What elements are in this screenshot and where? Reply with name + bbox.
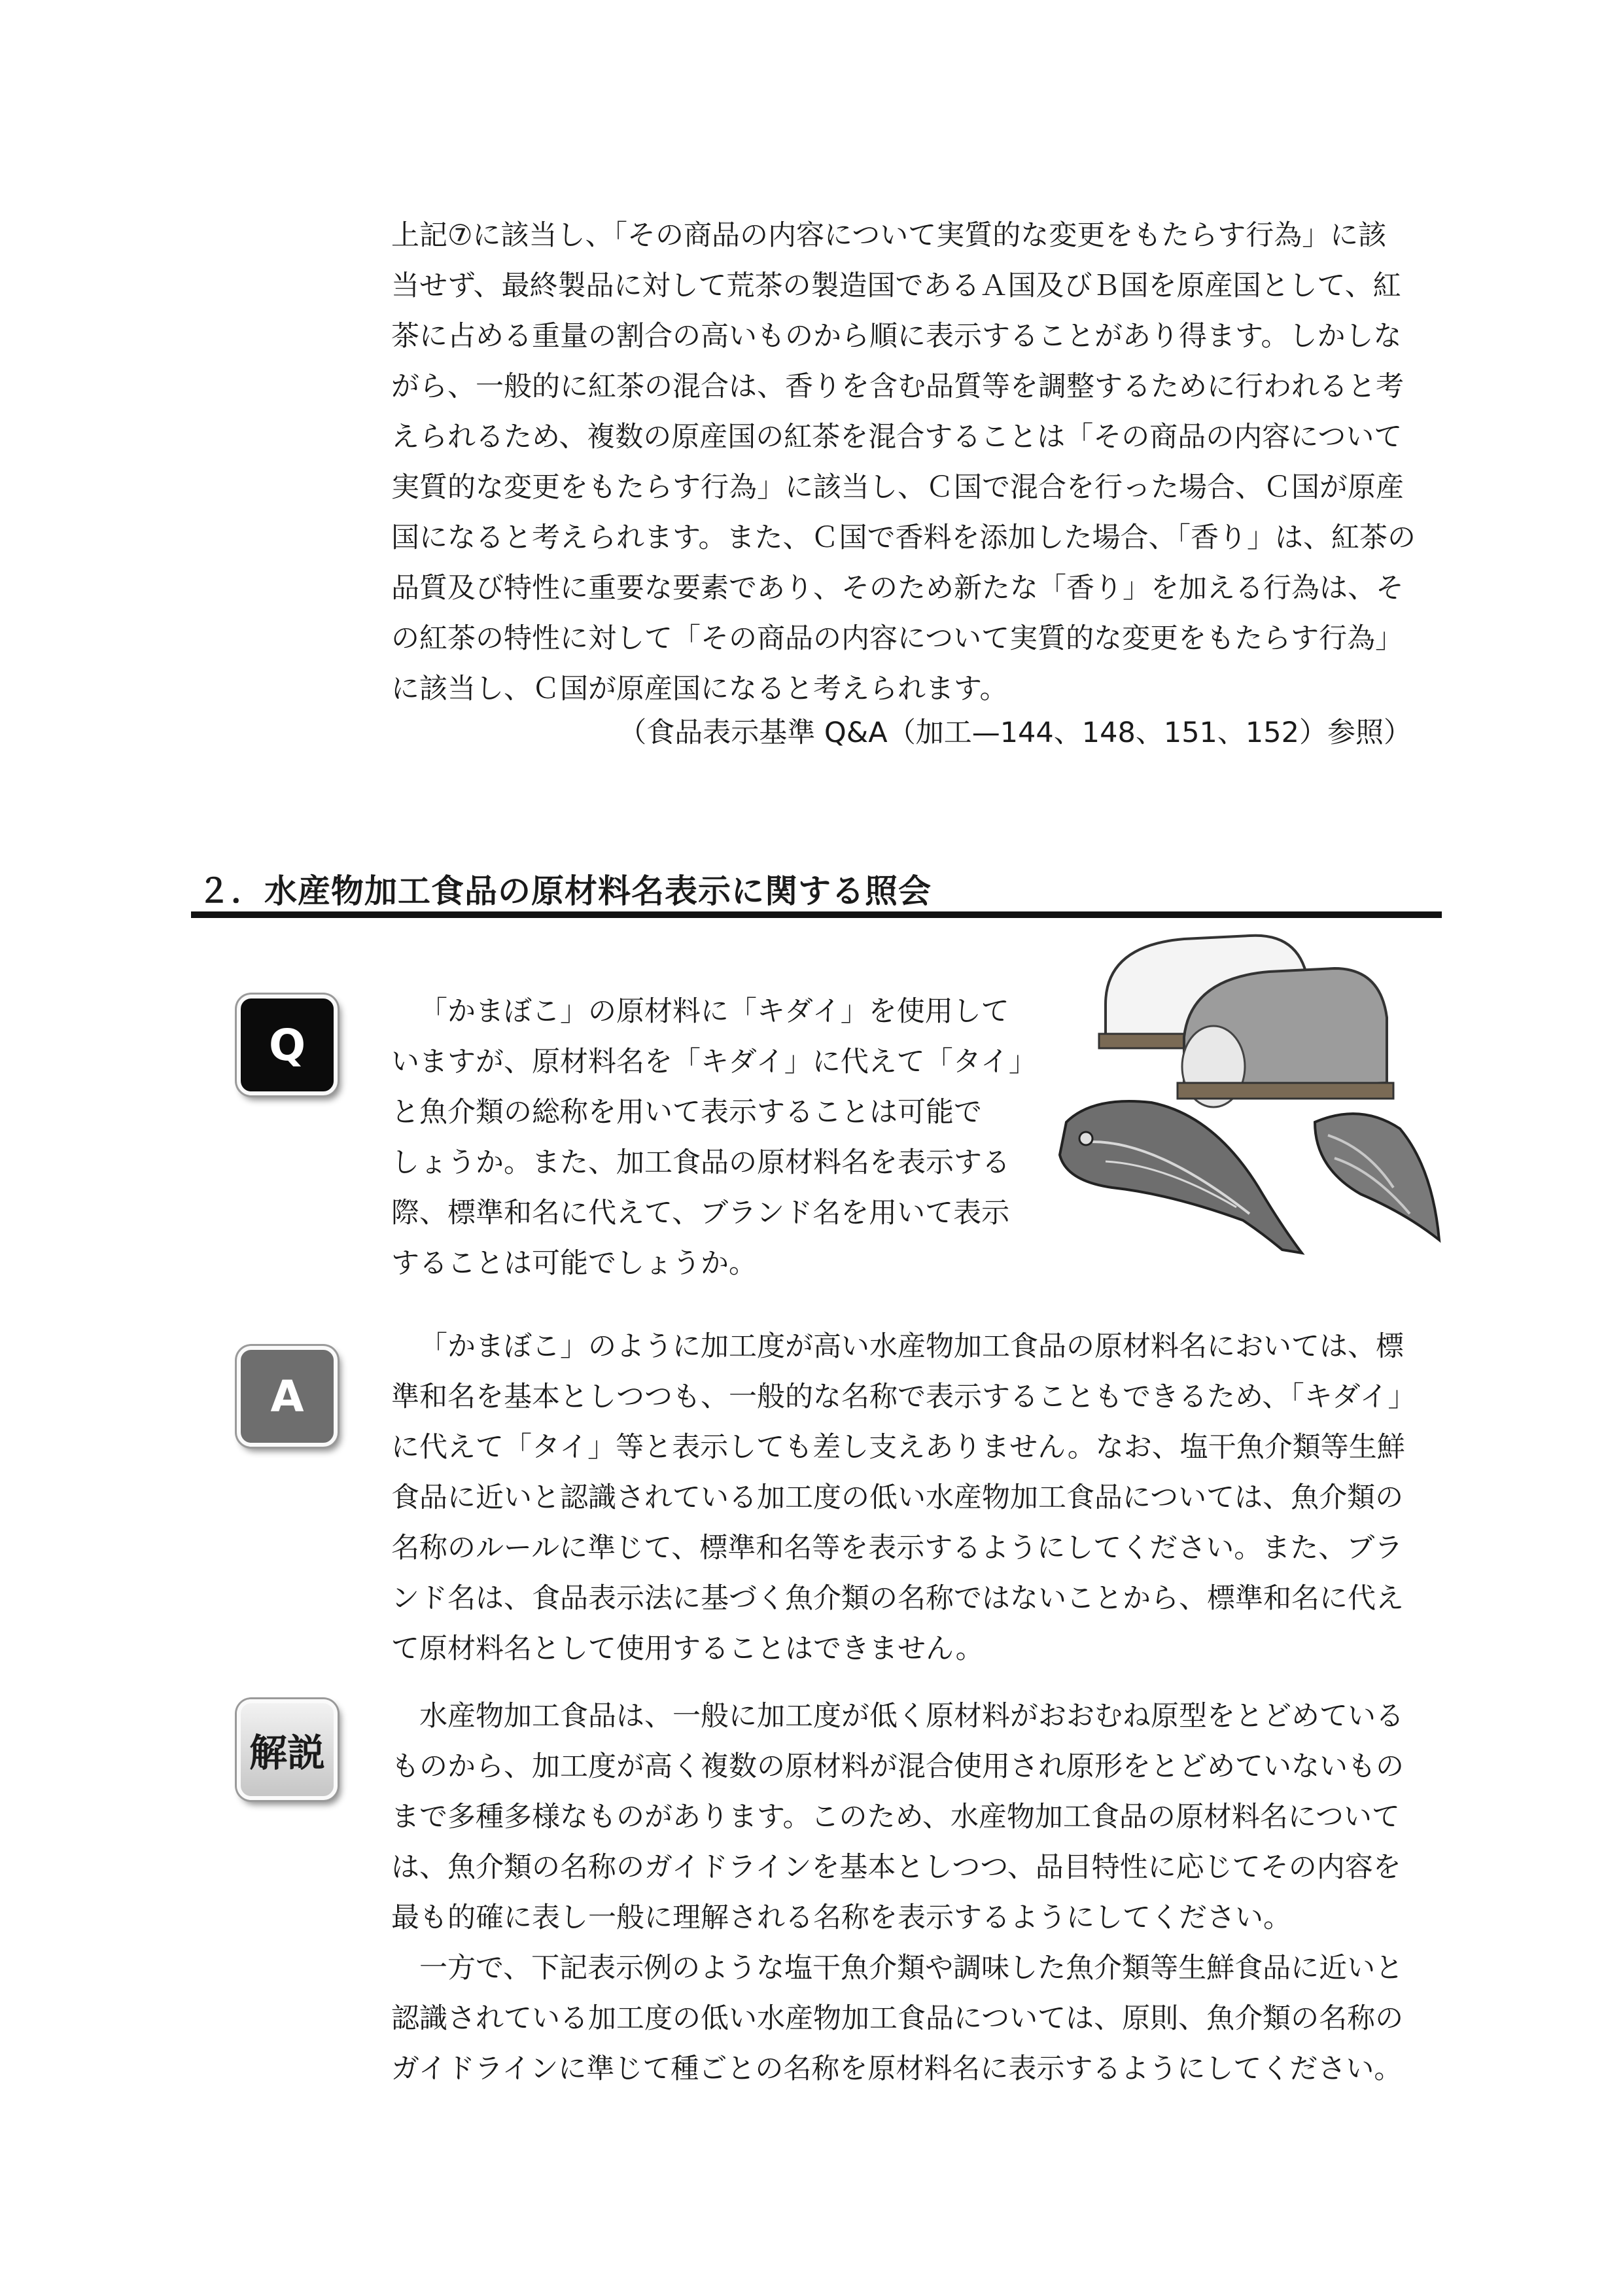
text-line: 上記⑦に該当し、「その商品の内容について実質的な変更をもたらす行為」に該: [391, 219, 1387, 252]
text-line: 一方で、下記表示例のような塩干魚介類や調味した魚介類等生鮮食品に近いと: [419, 1952, 1404, 1985]
question-text: [391, 987, 1037, 1289]
text-line: えられるため、複数の原産国の紅茶を混合することは「その商品の内容について: [391, 421, 1403, 453]
text-line: 品質及び特性に重要な要素であり、そのため新たな「香り」を加える行為は、そ: [391, 572, 1404, 605]
answer-text: [391, 1322, 1437, 1674]
text-line: がら、一般的に紅茶の混合は、香りを含む品質等を調整するために行われると考: [391, 370, 1404, 403]
text-line: に該当し、Ｃ国が原産国になると考えられます。: [391, 673, 1008, 705]
text-line: は、魚介類の名称のガイドラインを基本としつつ、品目特性に応じてその内容を: [391, 1851, 1401, 1884]
text-line: ガイドラインに準じて種ごとの名称を原材料名に表示するようにしてください。: [391, 2053, 1403, 2085]
text-line: いますが、原材料名を「キダイ」に代えて「タイ」: [391, 1046, 1037, 1078]
explanation-text: [391, 1691, 1437, 2094]
text-line: まで多種多様なものがあります。このため、水産物加工食品の原材料名について: [391, 1801, 1400, 1833]
text-line: に代えて「タイ」等と表示しても差し支えありません。なお、塩干魚介類等生鮮: [391, 1431, 1405, 1464]
explanation-badge: 解説: [237, 1699, 338, 1800]
text-line: 食品に近いと認識されている加工度の低い水産物加工食品については、魚介類の: [391, 1481, 1404, 1514]
text-line: 名称のルールに準じて、標準和名等を表示するようにしてください。また、ブラ: [391, 1532, 1403, 1564]
answer-badge: A: [237, 1346, 338, 1447]
text-line: 際、標準和名に代えて、ブランド名を用いて表示: [391, 1197, 1010, 1229]
text-line: ンド名は、食品表示法に基づく魚介類の名称ではないことから、標準和名に代え: [391, 1582, 1404, 1615]
text-line: 「かまぼこ」のように加工度が高い水産物加工食品の原材料名においては、標: [419, 1330, 1404, 1363]
kamaboko-pink-icon: [1178, 968, 1393, 1107]
text-line: 水産物加工食品は、一般に加工度が低く原材料がおおむね原型をとどめている: [419, 1700, 1404, 1733]
text-line: 認識されている加工度の低い水産物加工食品については、原則、魚介類の名称の: [391, 2002, 1404, 2035]
reference-note: （食品表示基準 Q&A（加工—144、148、151、152）参照）: [618, 716, 1412, 749]
text-line: 茶に占める重量の割合の高いものから順に表示することがあり得ます。しかしな: [391, 320, 1402, 353]
section-title: ２．水産物加工食品の原材料名表示に関する照会: [198, 872, 932, 910]
text-line: 準和名を基本としつつも、一般的な名称で表示することもできるため、「キダイ」: [391, 1381, 1416, 1413]
text-line: ものから、加工度が高く複数の原材料が混合使用され原形をとどめていないもの: [391, 1750, 1404, 1783]
dried-fish-icon: [1060, 1101, 1302, 1253]
question-badge: Q: [237, 995, 338, 1095]
text-line: することは可能でしょうか。: [391, 1247, 757, 1280]
text-line: 国になると考えられます。また、Ｃ国で香料を添加した場合、「香り」は、紅茶の: [391, 521, 1416, 554]
text-line: 「かまぼこ」の原材料に「キダイ」を使用して: [419, 995, 1009, 1028]
text-line: 実質的な変更をもたらす行為」に該当し、Ｃ国で混合を行った場合、Ｃ国が原産: [391, 471, 1404, 504]
top-paragraph: [391, 211, 1437, 715]
text-line: 当せず、最終製品に対して荒茶の製造国であるＡ国及びＢ国を原産国として、紅: [391, 270, 1401, 302]
kamaboko-fish-illustration: [1053, 906, 1446, 1273]
fish-fillet-icon: [1315, 1114, 1439, 1240]
text-line: の紅茶の特性に対して「その商品の内容について実質的な変更をもたらす行為」: [391, 622, 1404, 655]
text-line: と魚介類の総称を用いて表示することは可能で: [391, 1096, 982, 1129]
text-line: しょうか。また、加工食品の原材料名を表示する: [391, 1146, 1010, 1179]
text-line: 最も的確に表し一般に理解される名称を表示するようにしてください。: [391, 1901, 1291, 1934]
text-line: て原材料名として使用することはできません。: [391, 1633, 984, 1665]
